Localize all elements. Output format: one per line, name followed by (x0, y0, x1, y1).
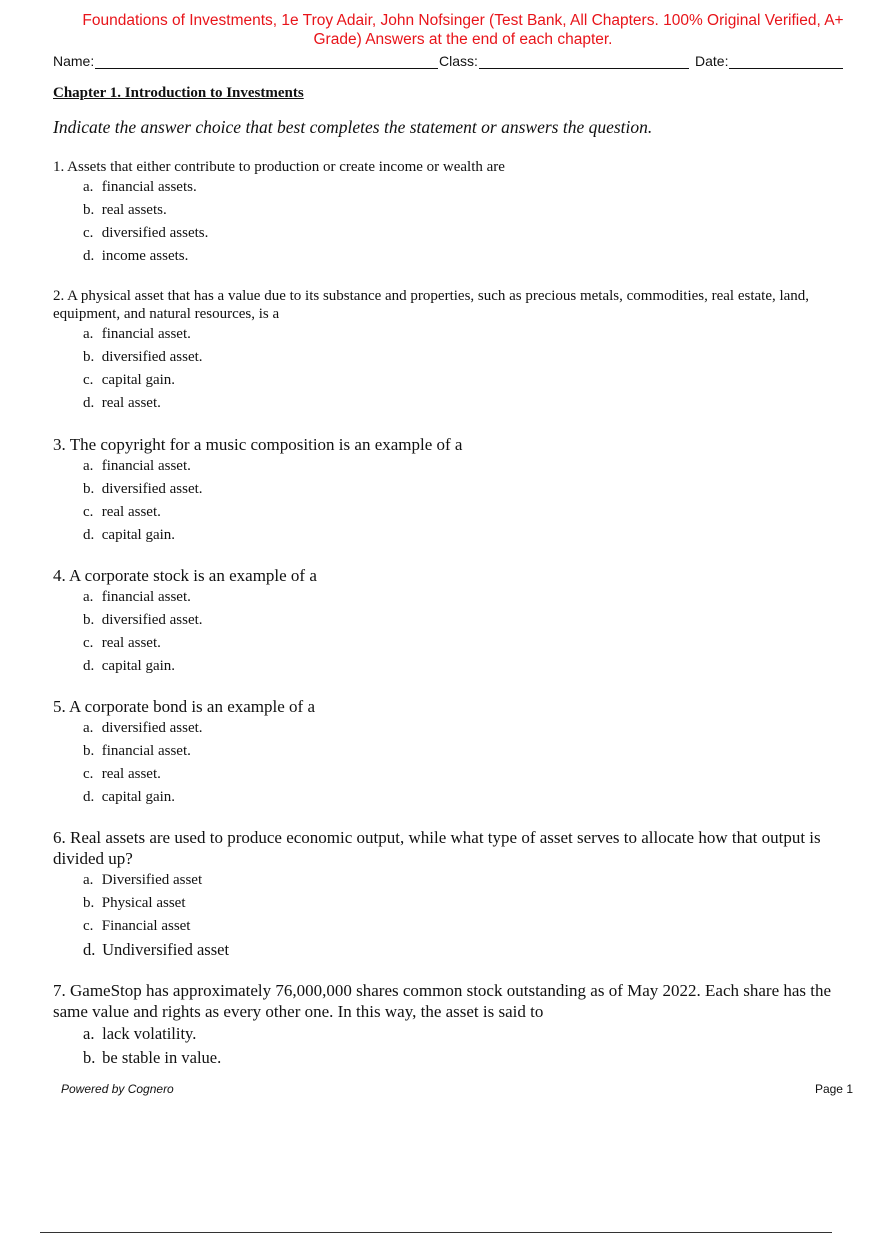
answer-choice-d: d. capital gain. (83, 527, 176, 543)
student-info-fields (53, 53, 845, 71)
name-blank (95, 53, 438, 69)
question-stem: 2. A physical asset that has a value due to its substance and properties, such as precious metals, commodities, real estate, land, equipment, and natural resources, is a (53, 288, 810, 322)
answer-choice-c: c. capital gain. (83, 372, 176, 388)
answer-choice-b: b. diversified asset. (83, 612, 203, 628)
question-stem: 1. Assets that either contribute to production or create income or wealth are (53, 159, 505, 175)
question-4 (53, 565, 843, 678)
answer-choice-c: c. Financial asset (83, 918, 191, 934)
date-label: Date: (695, 53, 729, 69)
banner-line-2: Grade) Answers at the end of each chapter. (313, 31, 613, 48)
class-field (439, 53, 689, 69)
banner-line-1: Foundations of Investments, 1e Troy Adair, John Nofsinger (Test Bank, All Chapters. 100% Original Verified, A+ (82, 12, 844, 29)
answer-choices (53, 1022, 843, 1070)
question-2 (53, 287, 843, 415)
answer-choices (53, 176, 843, 268)
answer-choice-c: c. real asset. (83, 504, 161, 520)
answer-choice-c: c. real asset. (83, 766, 161, 782)
answer-choice-a: a. financial asset. (83, 458, 191, 474)
answer-choice-b: b. diversified asset. (83, 349, 203, 365)
answer-choice-d: d. Undiversified asset (83, 940, 230, 959)
answer-choices (53, 586, 843, 678)
class-blank (479, 53, 689, 69)
chapter-title: Chapter 1. Introduction to Investments (53, 85, 304, 101)
question-1 (53, 158, 843, 268)
title-banner (40, 11, 875, 49)
answer-choice-b: b. be stable in value. (83, 1048, 222, 1067)
answer-choice-a: a. financial asset. (83, 326, 191, 342)
answer-choices (53, 455, 843, 547)
answer-choice-a: a. lack volatility. (83, 1024, 197, 1043)
question-stem: 3. The copyright for a music composition is an example of a (53, 435, 463, 454)
answer-choices (53, 323, 843, 415)
answer-choice-a: a. diversified asset. (83, 720, 203, 736)
powered-by-text: Powered by Cognero (61, 1082, 174, 1096)
page-number: Page 1 (814, 1082, 853, 1096)
question-5 (53, 696, 843, 809)
answer-choice-b: b. Physical asset (83, 895, 186, 911)
instructions: Indicate the answer choice that best completes the statement or answers the question. (53, 117, 653, 137)
answer-choice-a: a. Diversified asset (83, 872, 203, 888)
question-stem: 6. Real assets are used to produce economic output, while what type of asset serves to allocate how that output is divided up? (53, 828, 821, 868)
answer-choice-b: b. diversified asset. (83, 481, 203, 497)
date-field (695, 53, 843, 69)
question-3 (53, 434, 843, 547)
name-field (53, 53, 438, 69)
answer-choice-a: a. financial asset. (83, 589, 191, 605)
question-stem: 5. A corporate bond is an example of a (53, 697, 316, 716)
answer-choice-b: b. financial asset. (83, 743, 191, 759)
answer-choice-d: d. capital gain. (83, 658, 176, 674)
answer-choice-c: c. real asset. (83, 635, 161, 651)
name-label: Name: (53, 53, 95, 69)
question-stem: 7. GameStop has approximately 76,000,000 shares common stock outstanding as of May 2022. Each share has the same value and rights as every other one. In this way, the asset is said to (53, 981, 832, 1021)
answer-choice-d: d. income assets. (83, 248, 189, 264)
class-label: Class: (439, 53, 478, 69)
question-stem: 4. A corporate stock is an example of a (53, 566, 317, 585)
answer-choice-d: d. real asset. (83, 395, 161, 411)
answer-choice-c: c. diversified assets. (83, 225, 209, 241)
answer-choice-b: b. real assets. (83, 202, 167, 218)
question-6 (53, 827, 843, 962)
answer-choice-a: a. financial assets. (83, 179, 197, 195)
question-7 (53, 980, 843, 1070)
answer-choices (53, 717, 843, 809)
answer-choices (53, 869, 843, 962)
date-blank (729, 53, 843, 69)
page-bottom-divider (40, 1232, 832, 1233)
answer-choice-d: d. capital gain. (83, 789, 176, 805)
